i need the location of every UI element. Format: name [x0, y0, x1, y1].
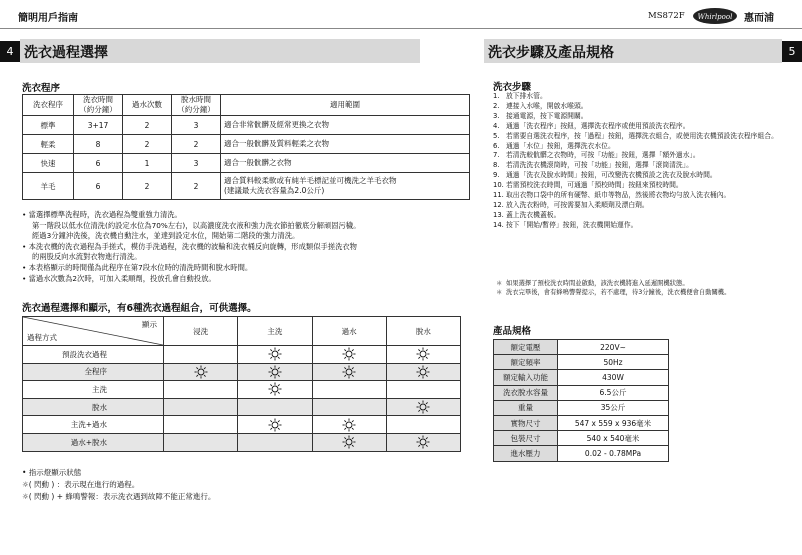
table-row: [23, 173, 470, 200]
table-row: [494, 431, 669, 446]
spec-value: 35公斤: [558, 400, 669, 415]
step-item: 13. 蓋上洗衣機蓋板。: [493, 210, 561, 219]
indicator-light-icon: [238, 381, 312, 399]
page-number-right: 5: [782, 41, 802, 62]
step-item: 1. 放下排水管。: [493, 92, 547, 100]
indicator-light-icon: [386, 398, 460, 416]
spec-key: 洗衣脫水容量: [494, 385, 558, 400]
cell: 2: [123, 116, 172, 135]
manual-title: 簡明用戶指南: [18, 13, 78, 24]
step-item: 10. 若需預校洗衣時間，可通過「預校時間」按鈕來預校時間。: [493, 181, 683, 190]
table-row: [494, 370, 669, 385]
empty-cell: [312, 381, 386, 399]
steps-list: [493, 92, 789, 231]
cell: 2: [172, 135, 221, 154]
table-row: [494, 355, 669, 370]
table-row: [494, 400, 669, 415]
program-table: [22, 94, 470, 200]
cell: 適合一般骯髒之衣物: [221, 154, 470, 173]
cell: 6: [74, 173, 123, 200]
table-row: [494, 340, 669, 355]
spec-value: 540 x 540毫米: [558, 431, 669, 446]
indicator-light-icon: [238, 346, 312, 364]
cell: 適合一般骯髒及質料輕柔之衣物: [221, 135, 470, 154]
spec-table: [493, 339, 669, 462]
combo-table: [22, 316, 461, 452]
combo-body: [23, 346, 461, 452]
spec-value: 0.02 - 0.78MPa: [558, 446, 669, 461]
spec-value: 220V~: [558, 340, 669, 355]
note-item: • 本表格顯示的時間僅為此程序在第7段水位時的清洗時間和脫水時間。: [22, 262, 253, 272]
indicator-light-icon: [312, 416, 386, 434]
spec-key: 進水壓力: [494, 446, 558, 461]
left-page-title: 洗衣過程選擇: [24, 45, 108, 61]
cell: 標準: [23, 116, 74, 135]
page-number-left: 4: [0, 41, 20, 62]
spec-key: 額定電壓: [494, 340, 558, 355]
combo-row-label: 脫水: [23, 398, 164, 416]
table-row: [23, 398, 461, 416]
step-item: 14. 按下「開始/暫停」按鈕，洗衣機開始運作。: [493, 220, 638, 229]
note-item: • 本洗衣機的洗衣過程為手搓式，模仿手洗過程，洗衣機的波輪和洗衣桶反向旋轉，形成類似手搓洗衣物: [22, 241, 357, 251]
th-rinse-count: 過水次數: [123, 95, 172, 116]
step-notes: [496, 280, 792, 297]
corner-process-label: 過程方式: [27, 333, 57, 342]
header-bar: [0, 0, 802, 29]
step-item: 2. 連接入水喉，開啟水喉頭。: [493, 101, 588, 110]
table-row: [23, 363, 461, 381]
spec-key: 額定輸入功能: [494, 370, 558, 385]
cell: 2: [123, 173, 172, 200]
note-item: • 當過水次數為2次時，可加入柔順劑，投放孔會自動投放。: [22, 273, 216, 283]
empty-cell: [164, 433, 238, 451]
empty-cell: [386, 381, 460, 399]
empty-cell: [164, 398, 238, 416]
step-item: 3. 接通電源，按下電源開關。: [493, 111, 588, 120]
steps-heading: 洗衣步驟: [493, 82, 532, 93]
cell: 6: [74, 154, 123, 173]
indicator-light-icon: [238, 363, 312, 381]
indicator-light-icon: [238, 416, 312, 434]
table-row: [494, 385, 669, 400]
step-item: 12. 放入洗衣粉時，可按需要加入柔順劑及漂白劑。: [493, 200, 649, 209]
legend-item: • 指示燈顯示狀態: [22, 468, 82, 477]
right-page-title: 洗衣步驟及產品規格: [488, 45, 614, 61]
table-row: [23, 381, 461, 399]
spec-heading: 產品規格: [493, 326, 532, 337]
cell: 3: [172, 116, 221, 135]
spec-key: 額定頻率: [494, 355, 558, 370]
th-program: 洗衣程序: [23, 95, 74, 116]
right-title-banner: [484, 39, 782, 63]
table-row: [23, 433, 461, 451]
program-table-header: [23, 95, 470, 116]
left-title-banner: [20, 39, 420, 63]
combo-row-label: 主洗: [23, 381, 164, 399]
spec-key: 重量: [494, 400, 558, 415]
step-item: 5. 若需要自選洗衣程序，按「過程」按鈕，選擇洗衣組合，或使用洗衣機預設洗衣程序組合。: [493, 131, 778, 140]
cell: 3: [172, 154, 221, 173]
combo-row-label: 主洗+過水: [23, 416, 164, 434]
col-rinse: 過水: [312, 317, 386, 346]
empty-cell: [238, 433, 312, 451]
step-note: ＊ 如果選擇了預校洗衣時間並啟動，該洗衣機將進入延遲開機狀態。: [496, 280, 689, 287]
note-item: 經過3分鐘沖洗後，洗衣機自動注水，並達到設定水位，開始第二階段的強力清洗。: [32, 231, 300, 241]
indicator-light-icon: [386, 363, 460, 381]
step-item: 7. 若清洗較骯髒之衣物時，可按「功能」按鈕，選擇「額外過水」。: [493, 151, 700, 160]
indicator-light-icon: [164, 363, 238, 381]
col-soak: 浸洗: [164, 317, 238, 346]
th-spin-time: 脫水時間 （約分鐘）: [172, 95, 221, 116]
col-spin: 脫水: [386, 317, 460, 346]
table-row: [23, 154, 470, 173]
step-note: ＊ 洗衣完畢後，會有蜂鳴響聲提示，若不處理，待3分鐘後，洗衣機便會自動關機。: [496, 288, 731, 296]
model-number: MS872F: [648, 11, 685, 21]
cell: 輕柔: [23, 135, 74, 154]
table-row: [23, 416, 461, 434]
svg-text:Whirlpool: Whirlpool: [697, 13, 733, 21]
note-item: 的兩股反向水流對衣物進行清洗。: [32, 252, 142, 262]
legend: [22, 467, 215, 503]
program-heading: 洗衣程序: [22, 83, 61, 94]
th-usage: 適用範圍: [221, 95, 470, 116]
th-wash-time: 洗衣時間 （約分鐘）: [74, 95, 123, 116]
table-row: [23, 346, 461, 364]
spec-value: 547 x 559 x 936毫米: [558, 415, 669, 430]
cell: 適合非常骯髒及經常更換之衣物: [221, 116, 470, 135]
spec-key: 包裝尺寸: [494, 431, 558, 446]
spec-key: 實物尺寸: [494, 415, 558, 430]
step-item: 4. 通過「洗衣程序」按鈕，選擇洗衣程序或使用預設洗衣程序。: [493, 121, 690, 130]
brand-name-cn: 惠而浦: [744, 13, 774, 24]
empty-cell: [386, 416, 460, 434]
step-item: 9. 通過「洗衣及脫水時間」按鈕，可改變洗衣機預設之洗衣及脫水時間。: [493, 171, 717, 180]
cell: 適合質料較柔軟或有純羊毛標記並可機洗之羊毛衣物 (建議最大洗衣容量為2.0公斤): [221, 173, 470, 200]
spec-value: 50Hz: [558, 355, 669, 370]
spec-value: 6.5公斤: [558, 385, 669, 400]
spec-value: 430W: [558, 370, 669, 385]
step-item: 11. 取出衣物口袋中的所有硬幣、紙巾等物品，然後將衣物均勻放入洗衣桶內。: [493, 191, 731, 200]
table-row: [494, 446, 669, 461]
cell: 快速: [23, 154, 74, 173]
combo-heading: 洗衣過程選擇和顯示，有6種洗衣過程組合，可供選擇。: [22, 303, 257, 314]
table-row: [494, 415, 669, 430]
cell: 羊毛: [23, 173, 74, 200]
combo-row-label: 預設洗衣過程: [23, 346, 164, 364]
cell: 2: [172, 173, 221, 200]
table-row: [23, 135, 470, 154]
empty-cell: [312, 398, 386, 416]
cell: 3+17: [74, 116, 123, 135]
empty-cell: [164, 381, 238, 399]
empty-cell: [238, 398, 312, 416]
note-item: 第一階段以低水位清洗(約設定水位為70%左右)，以高濃度洗衣液和強力洗衣節拍徹底分解頑固污穢。: [32, 220, 361, 230]
step-item: 8. 若清洗洗衣機滾筒時，可按「功能」按鈕，選擇「滾筒清洗」。: [493, 161, 693, 170]
indicator-light-icon: [312, 346, 386, 364]
empty-cell: [164, 346, 238, 364]
col-wash: 主洗: [238, 317, 312, 346]
cell: 1: [123, 154, 172, 173]
combo-row-label: 全程序: [23, 363, 164, 381]
cell: 2: [123, 135, 172, 154]
step-item: 6. 通過「水位」按鈕，選擇洗衣水位。: [493, 141, 615, 150]
table-row: [23, 116, 470, 135]
combo-corner: [23, 317, 164, 346]
empty-cell: [164, 416, 238, 434]
whirlpool-logo: [692, 7, 738, 25]
legend-item: ☼( 閃動 ) ：表示現在進行的過程。: [22, 480, 140, 489]
indicator-light-icon: [312, 433, 386, 451]
program-notes: [22, 210, 474, 284]
indicator-light-icon: [312, 363, 386, 381]
combo-table-header: [23, 317, 461, 346]
legend-item: ☼( 閃動 ) + 蜂鳴警報：表示洗衣遇到故障不能正常進行。: [22, 492, 216, 501]
corner-display-label: 顯示: [142, 320, 157, 329]
indicator-light-icon: [386, 346, 460, 364]
combo-row-label: 過水+脫水: [23, 433, 164, 451]
cell: 8: [74, 135, 123, 154]
indicator-light-icon: [386, 433, 460, 451]
note-item: • 當選擇標準洗程時，洗衣過程為雙重強力清洗。: [22, 210, 182, 219]
